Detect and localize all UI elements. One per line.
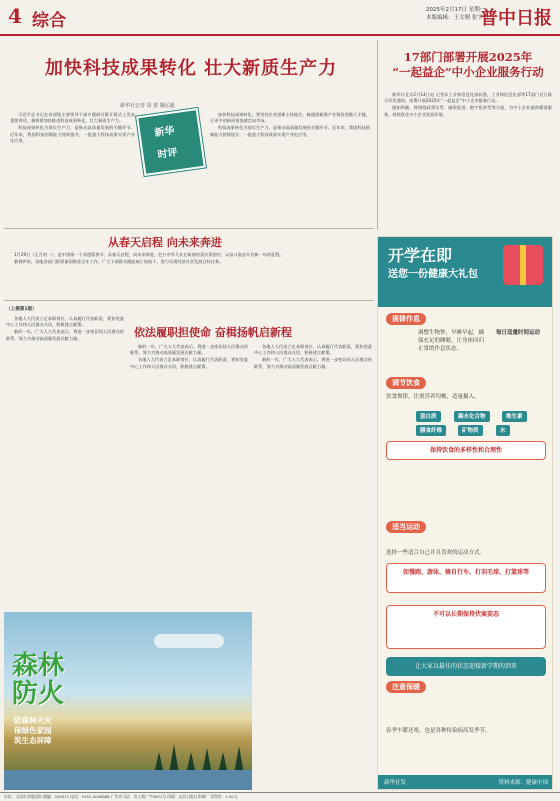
forest-title-line-1: 森林 xyxy=(12,651,65,681)
editor: 本版编辑：王文刚 张宇怡 xyxy=(426,15,489,21)
nutrient-chip: 蛋白质 xyxy=(416,411,441,422)
poster-banner xyxy=(378,237,553,307)
page-number: 4 xyxy=(8,4,22,28)
mid-body-1 xyxy=(6,252,372,298)
nutrient-chip: 维生素 xyxy=(502,411,527,422)
right-paragraph: 通知明确，将围绕政策宣贯、融资促进、数字化转型等方面，为中小企业提供精准服务，持续优化中小企业发展环境。 xyxy=(384,105,552,117)
poster-source: 资料来源：健康中国 xyxy=(498,780,548,786)
lead-body xyxy=(10,112,135,222)
section-label: 规律作息 xyxy=(386,313,426,325)
lead-paragraph: 科技成果转化为现实生产力，是推动高质量发展的关键环节。近年来，我国科技创新能力持续提升，一批重大科技成果实现产业化应用。 xyxy=(210,125,370,137)
lead-paragraph: 习近平总书记在省部级主要领导干部专题研讨班开班式上发表重要讲话，强调要加快推进科技成果转化，壮大新质生产力。 xyxy=(10,112,135,124)
vertical-rule xyxy=(377,40,378,230)
horizontal-rule xyxy=(4,228,374,229)
poster-subtitle: 送您一份健康大礼包 xyxy=(388,269,478,280)
newspaper-brand: 普中日报 xyxy=(480,8,552,29)
mid-body-2c xyxy=(254,344,372,784)
forest-motto-line: 筑生态屏障 xyxy=(14,736,52,745)
page-footer: 社址：太原市双塔西街 邮编：030012 电话：0351-4048888 广告许可证：晋工商广字0001号 印刷：山西日报社印刷厂 零售价：1.00元 xyxy=(0,792,560,801)
right-headline xyxy=(386,50,550,80)
right-headline-line-2: “一起益企”中小企业服务行动 xyxy=(392,65,544,79)
date: 2025年2月17日 星期一 xyxy=(426,7,486,13)
gift-icon xyxy=(503,245,543,285)
masthead-meta xyxy=(426,6,488,22)
section-text: 选择一些适合自己并且喜欢的运动方式。 xyxy=(386,550,486,556)
posture-tip-box xyxy=(386,605,546,649)
posture-tip: 不可以长期保持伏案姿态 xyxy=(432,611,499,618)
new-term-box xyxy=(386,657,546,676)
mid-paragraph: 新的一年，广大人大代表表示，将进一步密切同人民群众的联系，努力为推动高质量发展贡献力量。 xyxy=(130,344,248,356)
section-title: 综合 xyxy=(32,11,66,31)
mid-paragraph: 各地人大代表立足本职岗位，认真履行代表职责，紧扣党委中心工作和人民群众关切，积极建言献策。 xyxy=(6,316,124,328)
forest-motto-line: 保绿色家园 xyxy=(14,726,52,735)
lead-paragraph: 科技成果转化为现实生产力，是推动高质量发展的关键环节。近年来，我国科技创新能力持续提升，一批重大科技成果实现产业化应用。 xyxy=(10,125,135,143)
section-text: 饮食规律，注重营养均衡，适量摄入。 xyxy=(386,394,480,400)
mid-body-2b xyxy=(130,344,248,608)
nutrient-chip: 矿物质 xyxy=(458,425,483,436)
mid-body-2a xyxy=(6,316,124,608)
health-poster xyxy=(377,236,553,790)
lead-byline: 新华社记者 周 蕾 魏弘毅 xyxy=(120,103,175,109)
section-label: 注意保暖 xyxy=(386,681,426,693)
forest-title xyxy=(12,652,64,708)
right-body xyxy=(384,92,552,228)
lead-body-2 xyxy=(210,112,370,222)
cloud-shape xyxy=(154,634,224,648)
mid-paragraph: 新春伊始，各地各部门抓紧谋划推进全年工作，广大干部群众撸起袖子加油干，努力实现经济社会发展目标任务。 xyxy=(14,259,224,265)
lead-headline: 加快科技成果转化 壮大新质生产力 xyxy=(44,58,338,79)
section-text: 春季乍暖还寒，也是各种传染病高发季节。 xyxy=(386,728,491,734)
badge-line-1: 新华 xyxy=(153,125,176,140)
section-text: 调整生物钟，早睡早起，确保充足的睡眠，让身体回归正常的作息状态。 xyxy=(418,330,485,352)
sport-tip-box xyxy=(386,563,546,593)
poster-footer xyxy=(378,775,553,789)
section-label: 调节饮食 xyxy=(386,377,426,389)
mid-paragraph: 新的一年，广大人大代表表示，将进一步密切同人民群众的联系，努力为推动高质量发展贡献力量。 xyxy=(254,357,372,369)
poster-title: 开学在即 xyxy=(388,246,453,265)
right-headline-line-1: 17部门部署开展2025年 xyxy=(403,50,533,64)
sub-label: （上接第1版） xyxy=(6,307,37,312)
mid-headline-1: 从春天启程 向未来奔进 xyxy=(108,236,222,249)
forest-title-line-2: 防火 xyxy=(12,679,65,709)
poster-credit: 新华社发 xyxy=(384,780,407,786)
nutrient-chip: 水 xyxy=(496,425,510,436)
sport-tip: 如慢跑、游泳、骑自行车、打羽毛球、打篮球等 xyxy=(402,569,529,576)
mid-headline-2: 依法履职担使命 奋楫扬帆启新程 xyxy=(134,326,292,339)
mid-paragraph: 各地人大代表立足本职岗位，认真履行代表职责，紧扣党委中心工作和人民群众关切，积极建言献策。 xyxy=(130,357,248,369)
diet-tip: 保持饮食的多样性和合理性 xyxy=(429,447,502,454)
badge-line-2: 时评 xyxy=(156,147,179,161)
nutrient-chip: 膳食纤维 xyxy=(416,425,446,436)
commentary-badge xyxy=(136,108,206,176)
section-tip: 每日适量时间运动 xyxy=(496,330,541,336)
new-term-tip: 让大家以最佳的状态迎接新学期的到来 xyxy=(414,663,517,670)
forest-motto xyxy=(14,716,52,746)
nutrient-chip: 碳水化合物 xyxy=(454,411,490,422)
mid-paragraph: 1月29日（正月初一），是中国第一个非遗版春节。从春天启程，向未来奔进，亿万中华儿女在新春的喜庆氛围中，以奋斗姿态开启新一年的征程。 xyxy=(14,252,284,257)
horizontal-rule xyxy=(4,300,374,301)
masthead xyxy=(0,0,560,36)
lake-shape xyxy=(4,770,252,790)
mid-paragraph: 各地人大代表立足本职岗位，认真履行代表职责，紧扣党委中心工作和人民群众关切，积极建言献策。 xyxy=(254,344,372,356)
section-label: 适当运动 xyxy=(386,521,426,533)
right-paragraph: 新华社北京2月14日电 记者从工业和信息化部获悉，工业和信息化部等17部门近日联合印发通知，部署开展2025年“一起益企”中小企业服务行动。 xyxy=(384,92,552,104)
forest-motto-line: 防森林火灾 xyxy=(14,716,52,725)
mid-paragraph: 新的一年，广大人大代表表示，将进一步密切同人民群众的联系，努力为推动高质量发展贡献力量。 xyxy=(6,329,124,341)
forest-fire-prevention-image xyxy=(4,612,252,790)
lead-paragraph: 加快科技成果转化，要坚持企业创新主体地位，畅通创新链产业链资金链人才链，让更多创新成果加速走向市场。 xyxy=(210,112,370,124)
diet-tip-box xyxy=(386,441,546,460)
